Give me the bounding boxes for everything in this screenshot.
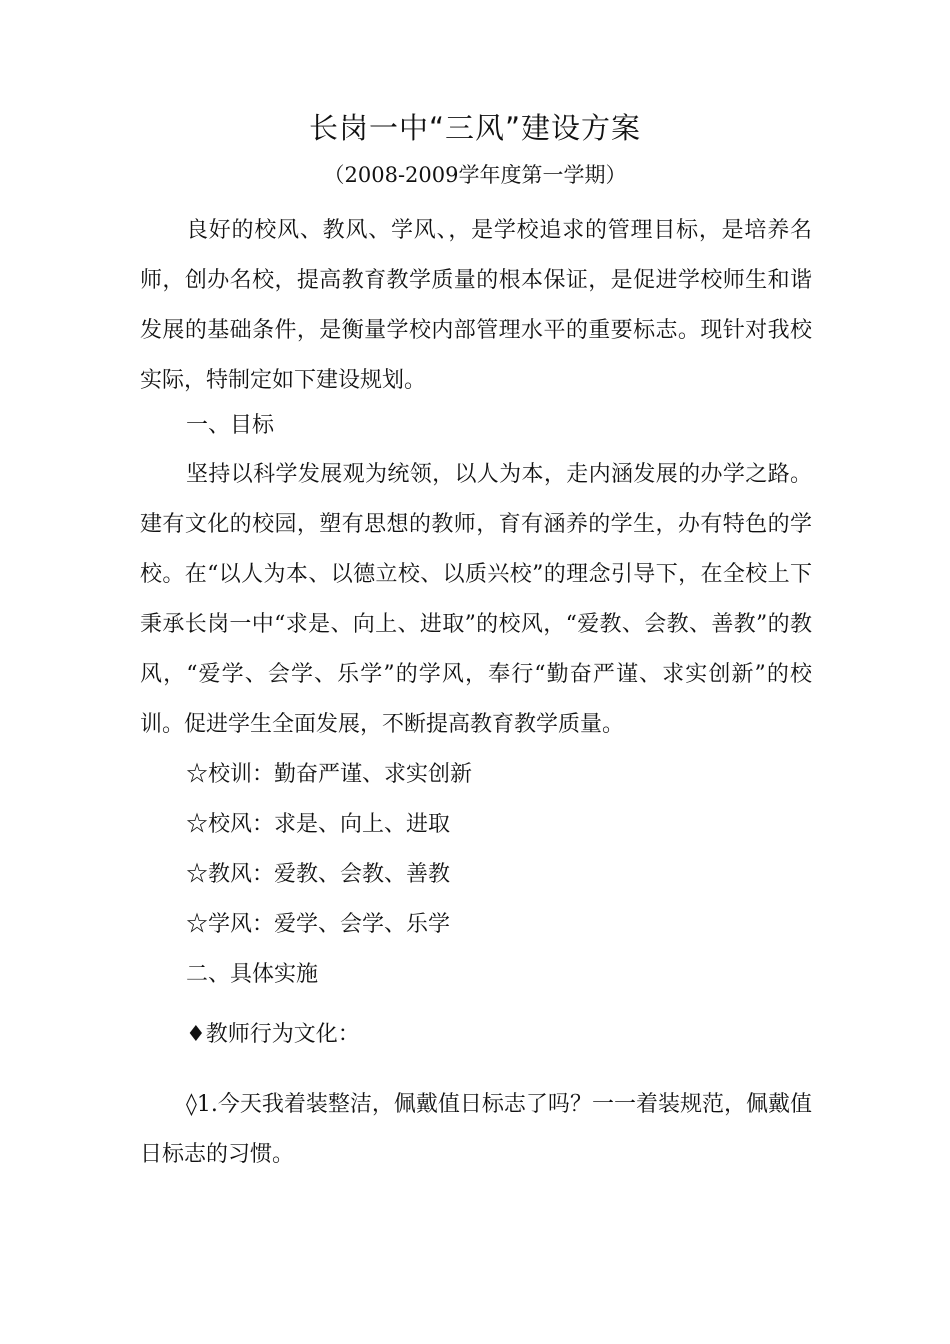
teacher-item-1: ◊1.今天我着装整洁，佩戴值日标志了吗？一一着装规范，佩戴值日标志的习惯。 <box>140 1092 812 1167</box>
goals-paragraph: 坚持以科学发展观为统领，以人为本，走内涵发展的办学之路。建有文化的校园，塑有思想的教师，育有涵养的学生，办有特色的学校。在“以人为本、以德立校、以质兴校”的理念引导下，在全校上下秉承长岗一中“求是、向上、进取”的校风，“爱教、会教、善教”的教风，“爱学、会学、乐学”的学风，奉行“勤奋严谨、求实创新”的校训。促进学生全面发展，不断提高教育教学质量。 <box>140 462 812 737</box>
motto-learning-style: ☆学风：爱学、会学、乐学 <box>186 912 451 937</box>
document-subtitle: （2008-2009学年度第一学期） <box>323 163 627 187</box>
motto-teaching-style: ☆教风：爱教、会教、善教 <box>186 862 451 887</box>
section-heading-implementation: 二、具体实施 <box>186 962 319 987</box>
motto-school-spirit: ☆校风：求是、向上、进取 <box>186 812 451 837</box>
section-heading-goals: 一、目标 <box>186 413 275 438</box>
document-title: 长岗一中“三风”建设方案 <box>308 111 642 145</box>
intro-paragraph: 良好的校风、教风、学风、，是学校追求的管理目标，是培养名师，创办名校，提高教育教学质量的根本保证，是促进学校师生和谐发展的基础条件，是衡量学校内部管理水平的重要标志。现针对我校实际，特制定如下建设规划。 <box>140 218 812 393</box>
motto-school-training: ☆校训：勤奋严谨、求实创新 <box>186 762 473 787</box>
teacher-culture-heading: ♦教师行为文化： <box>186 1022 360 1047</box>
